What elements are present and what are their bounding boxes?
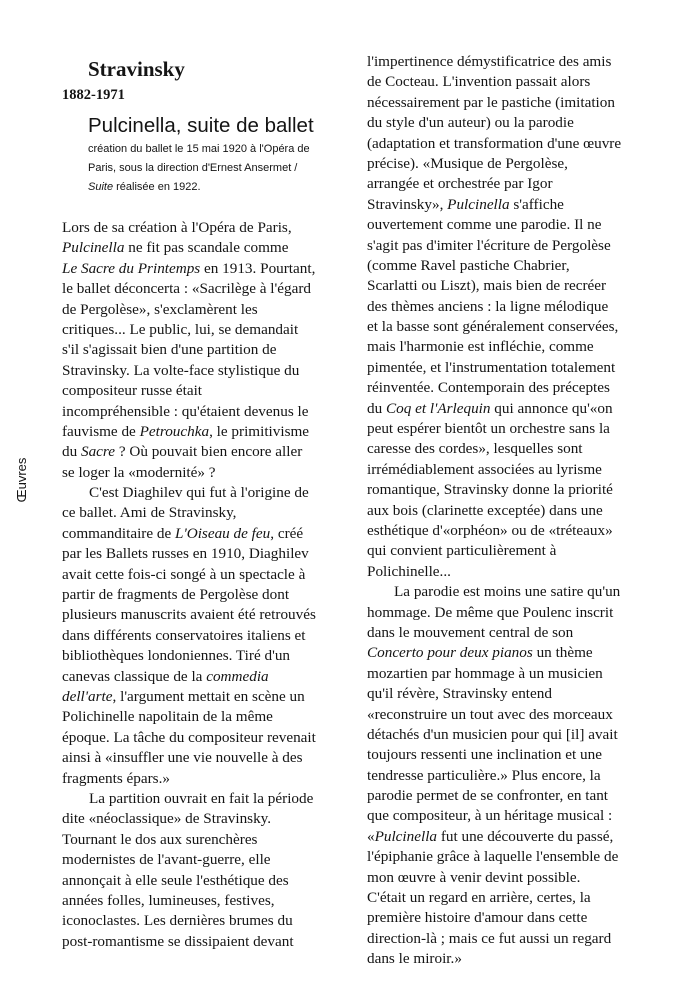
text-line: plusieurs manuscrits avaient été retrouvés xyxy=(62,606,316,624)
text-line: réinventée. Contemporain des préceptes xyxy=(367,379,610,397)
text-line: post-romantisme se dissipaient devant xyxy=(62,932,294,950)
text-line: de Pergolèse», s'exclamèrent les xyxy=(62,300,258,318)
text-line: (comme Ravel pastiche Chabrier, xyxy=(367,256,570,274)
text-line: le ballet déconcerta : «Sacrilège à l'égard xyxy=(62,280,311,298)
text-line: de Cocteau. L'invention passait alors xyxy=(367,73,591,91)
text-line: canevas classique de la commedia xyxy=(62,667,269,685)
text-line: partir de fragments de Pergolèse dont xyxy=(62,586,290,604)
text-line: Concerto pour deux pianos un thème xyxy=(367,644,593,662)
text-line: toujours ressenti une inclination et une xyxy=(367,746,602,764)
text-line: du style d'un auteur) ou la parodie xyxy=(367,114,574,132)
text-line: dans différents conservatoires italiens et xyxy=(62,626,306,644)
text-line: s'agit pas d'imiter l'écriture de Pergolèse xyxy=(367,236,611,254)
text-line: incompréhensible : qu'étaient devenus le xyxy=(62,402,309,420)
text-line: C'était un regard en arrière, certes, la xyxy=(367,889,591,907)
text-line: Lors de sa création à l'Opéra de Paris, xyxy=(62,219,292,236)
text-line: Stravinsky. La volte-face stylistique du xyxy=(62,361,300,379)
text-line: des thèmes anciens : la ligne mélodique xyxy=(367,297,609,315)
text-line: Le Sacre du Printemps en 1913. Pourtant, xyxy=(62,259,316,277)
text-line: années folles, lumineuses, festives, xyxy=(62,891,275,909)
text-line: qu'il révère, Stravinsky entend xyxy=(367,685,552,703)
text-line: «reconstruire un tout avec des morceaux xyxy=(367,705,613,723)
text-line: iconoclastes. Les dernières brumes du xyxy=(62,912,293,930)
text-line: Scarlatti ou Liszt), mais bien de recréer xyxy=(367,277,607,295)
text-line: annonçait à elle seule l'esthétique des xyxy=(62,871,289,889)
text-line: avait cette fois-ci songé à un spectacle à xyxy=(62,565,306,583)
text-line: s'il s'agissait bien d'une partition de xyxy=(62,341,277,359)
text-line: du Sacre ? Où pouvait bien encore aller xyxy=(62,443,303,461)
text-line: mozartien par hommage à un musicien xyxy=(367,664,603,682)
text-line: Polichinelle... xyxy=(367,562,451,580)
text-line: «Pulcinella fut une découverte du passé, xyxy=(367,827,614,845)
text-line: ce ballet. Ami de Stravinsky, xyxy=(62,504,237,522)
text-line: La partition ouvrait en fait la période xyxy=(89,789,314,807)
text-line: bibliothèques londoniennes. Tiré d'un xyxy=(62,647,291,665)
text-line: mais l'harmonie est infléchie, comme xyxy=(367,338,594,356)
work-title: Pulcinella, suite de ballet xyxy=(88,114,314,137)
text-line: ouvertement comme une parodie. Il ne xyxy=(367,216,602,234)
composer-name: Stravinsky xyxy=(88,57,185,81)
text-line: fauvisme de Petrouchka, le primitivisme xyxy=(62,422,310,440)
text-line: modernistes de l'avant-guerre, elle xyxy=(62,851,271,869)
text-line: l'épiphanie grâce à laquelle l'ensemble de xyxy=(367,848,619,866)
text-line: esthétique d'«orphéon» ou de «tréteaux» xyxy=(367,521,613,539)
text-line: précise). «Musique de Pergolèse, xyxy=(367,154,568,172)
text-line: compositeur russe était xyxy=(62,382,203,400)
text-line: du Coq et l'Arlequin qui annonce qu'«on xyxy=(367,399,613,417)
premiere-note-line: Paris, sous la direction d'Ernest Ansermet / xyxy=(88,162,298,174)
text-line: direction-là ; mais ce fut aussi un regard xyxy=(367,929,612,947)
text-line: dans le miroir.» xyxy=(367,950,462,968)
text-line: Tournant le dos aux surenchères xyxy=(62,830,258,848)
text-line: commanditaire de L'Oiseau de feu, créé xyxy=(62,524,304,542)
premiere-note xyxy=(88,140,358,197)
text-line: C'est Diaghilev qui fut à l'origine de xyxy=(89,484,309,502)
text-line: ainsi à «insuffler une vie nouvelle à des xyxy=(62,749,303,767)
text-line: par les Ballets russes en 1910, Diaghilev xyxy=(62,545,309,563)
text-line: première histoire d'amour dans cette xyxy=(367,909,588,927)
text-column-left xyxy=(62,218,362,952)
text-line: Polichinelle napolitain de la même xyxy=(62,708,273,726)
text-line: Stravinsky», Pulcinella s'affiche xyxy=(367,195,564,213)
text-line: romantique, Stravinsky donne la priorité xyxy=(367,481,613,499)
suite-word: Suite xyxy=(88,181,114,193)
text-line: et la basse sont généralement conservées, xyxy=(367,318,619,336)
text-line: se loger la «modernité» ? xyxy=(62,463,216,481)
premiere-note-line-rest: réalisée en 1922. xyxy=(113,181,201,193)
text-line: fragments épars.» xyxy=(62,769,170,787)
section-side-label: Œuvres xyxy=(14,457,29,503)
text-line: l'impertinence démystificatrice des amis xyxy=(367,53,612,70)
text-line: qui convient particulièrement à xyxy=(367,542,557,560)
text-line: tendresse particulière.» Plus encore, la xyxy=(367,766,601,784)
text-line: peut espérer bientôt un orchestre sans la xyxy=(367,420,610,438)
text-line: nécessairement par le pastiche (imitation xyxy=(367,93,615,111)
premiere-note-line xyxy=(88,178,358,197)
text-line: parodie permet de se confronter, en tant xyxy=(367,787,609,805)
text-line: La parodie est moins une satire qu'un xyxy=(394,583,621,601)
text-column-right xyxy=(367,52,667,970)
text-line: mon œuvre à venir devint possible. xyxy=(367,868,581,886)
text-line: Pulcinella ne fit pas scandale comme xyxy=(62,239,289,257)
text-line: époque. La tâche du compositeur revenait xyxy=(62,728,316,746)
text-line: pimentée, et l'instrumentation totalement xyxy=(367,358,616,376)
text-line: aux bois (clarinette exceptée) dans une xyxy=(367,501,603,519)
text-line: irrémédiablement associées au lyrisme xyxy=(367,460,602,478)
text-line: arrangée et orchestrée par Igor xyxy=(367,175,553,193)
text-line: caresse des cordes», lesquelles sont xyxy=(367,440,583,458)
text-line: dell'arte, l'argument mettait en scène un xyxy=(62,687,305,705)
text-line: hommage. De même que Poulenc inscrit xyxy=(367,603,614,621)
premiere-note-line: création du ballet le 15 mai 1920 à l'Opéra de xyxy=(88,143,310,155)
text-line: (adaptation et transformation d'une œuvre xyxy=(367,134,622,152)
text-line: critiques... Le public, lui, se demandait xyxy=(62,320,299,338)
text-line: dite «néoclassique» de Stravinsky. xyxy=(62,810,272,828)
text-line: que compositeur, à un héritage musical : xyxy=(367,807,613,825)
composer-dates: 1882-1971 xyxy=(62,87,125,103)
text-line: dans le mouvement central de son xyxy=(367,623,574,641)
text-line: détachés d'un musicien pour qui [il] avait xyxy=(367,725,618,743)
